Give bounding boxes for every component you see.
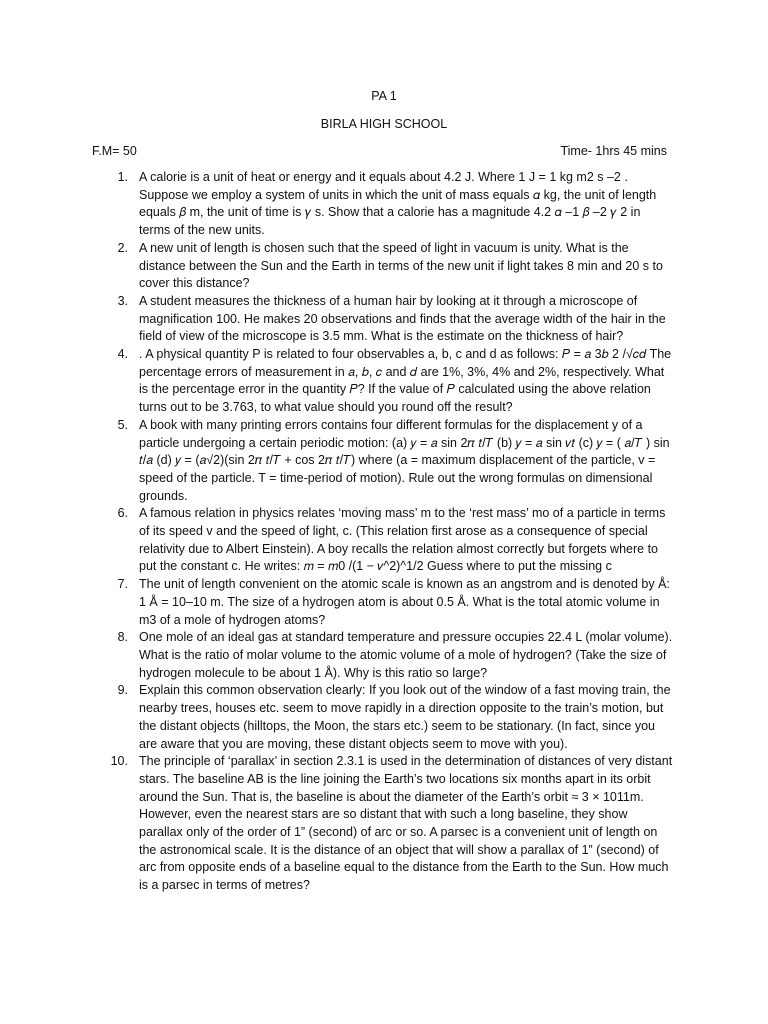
question-number: 4. bbox=[117, 347, 128, 362]
question-text: A student measures the thickness of a human hair by looking at it through a microscope of magnification 100. He makes 20 observations and finds that the average width of the hair in the field of view of the microscope is 3.5 mm. What is the estimate on the thickness of hair? bbox=[139, 293, 666, 344]
question-text: A calorie is a unit of heat or energy and it equals about 4.2 J. Where 1 J = 1 kg m2 s –2 . Suppose we employ a system of units in which the unit of mass equals 𝛼 kg, the unit of length equals 𝛽 m, the unit of time is 𝛾 s. Show that a calorie has a magnitude 4.2 𝛼 –1 𝛽 –2 𝛾 2 in terms of the new units. bbox=[139, 170, 657, 238]
question-text: A new unit of length is chosen such that the speed of light in vacuum is unity. What is the distance between the Sun and the Earth in terms of the new unit if light takes 8 min and 20 s to cover this distance? bbox=[139, 240, 663, 291]
question-text: The principle of ‘parallax’ in section 2.3.1 is used in the determination of distances of very distant stars. The baseline AB is the line joining the Earth’s two locations six months apart in its orbit around the Sun. That is, the baseline is about the diameter of the Earth’s orbit ≈ 3 × 1011m. However, even the nearest stars are so distant that with such a long baseline, they show parallax only of the order of 1” (second) of arc or so. A parsec is a convenient unit of length on the astronomical scale. It is the distance of an object that will show a parallax of 1” (second) of arc from opposite ends of a baseline equal to the distance from the Earth to the Sun. How much is a parsec in terms of metres? bbox=[139, 754, 673, 893]
question-number: 8. bbox=[117, 630, 128, 645]
question-item bbox=[0, 240, 768, 293]
page-title: PA 1 bbox=[371, 89, 397, 103]
question-number: 1. bbox=[117, 170, 128, 184]
question-text: One mole of an ideal gas at standard temperature and pressure occupies 22.4 L (molar volume). What is the ratio of molar volume to the atomic volume of a mole of hydrogen? (Take the size of hydrogen molecule to be about 1 Å). Why is this ratio so large? bbox=[139, 630, 673, 680]
exam-time: Time- 1hrs 45 mins bbox=[560, 144, 667, 158]
question-number: 10. bbox=[110, 754, 128, 769]
question-text: The unit of length convenient on the atomic scale is known as an angstrom and is denoted by Å: 1 Å = 10–10 m. The size of a hydrogen atom is about 0.5 Å. What is the total atomic volume in m3 of a mole of hydrogen atoms? bbox=[139, 577, 670, 627]
question-text: . A physical quantity P is related to four observables a, b, c and d as follows: 𝑃 = 𝑎 3𝑏 2 /√𝑐𝑑 The percentage errors of measurement in 𝑎, 𝑏, 𝑐 and 𝑑 are 1%, 3%, 4% and 2%, respectively. What is the percentage error in the quantity 𝑃? If the value of 𝑃 calculated using the above relation turns out to be 3.763, to what value should you round off the result? bbox=[139, 347, 672, 415]
question-item bbox=[0, 417, 768, 506]
question-item bbox=[0, 682, 768, 753]
question-number: 5. bbox=[117, 417, 128, 432]
question-number: 7. bbox=[117, 577, 128, 592]
question-item bbox=[0, 293, 768, 346]
question-item bbox=[0, 169, 768, 240]
question-number: 3. bbox=[117, 293, 128, 308]
question-number: 6. bbox=[117, 506, 128, 521]
question-text: A famous relation in physics relates ‘moving mass’ m to the ‘rest mass’ mo of a particle in terms of its speed v and the speed of light, c. (This relation first arose as a consequence of special relativity due to Albert Einstein). A boy recalls the relation almost correctly but forgets where to put the constant c. He writes: 𝑚 = 𝑚0 /(1 − 𝑣^2)^1/2 Guess where to put the missing c bbox=[139, 506, 666, 574]
question-item bbox=[0, 505, 768, 576]
question-text: A book with many printing errors contains four different formulas for the displacement y of a particle undergoing a certain periodic motion: (a) 𝑦 = 𝑎 sin 2𝜋 𝑡/𝑇 (b) 𝑦 = 𝑎 sin 𝑣𝑡 (c) 𝑦 = ( 𝑎/𝑇 ) sin 𝑡/𝑎 (d) 𝑦 = (𝑎√2)(sin 2𝜋 𝑡/𝑇 + cos 2𝜋 𝑡/𝑇) where (a = maximum displacement of the particle, v = speed of the particle. T = time-period of motion). Rule out the wrong formulas on dimensional grounds. bbox=[139, 417, 670, 503]
question-item bbox=[0, 753, 768, 895]
full-marks: F.M= 50 bbox=[92, 144, 137, 158]
question-text: Explain this common observation clearly: If you look out of the window of a fast moving train, the nearby trees, houses etc. seem to move rapidly in a direction opposite to the train’s motion, but the distant objects (hilltops, the Moon, the stars etc.) seem to be stationary. (In fact, since you are aware that you are moving, these distant objects seem to move with you). bbox=[139, 683, 671, 751]
question-number: 2. bbox=[117, 240, 128, 255]
school-name: BIRLA HIGH SCHOOL bbox=[320, 117, 448, 131]
question-item bbox=[0, 576, 768, 629]
question-item bbox=[0, 629, 768, 682]
question-number: 9. bbox=[117, 683, 128, 698]
question-list bbox=[0, 169, 768, 895]
question-item bbox=[0, 346, 768, 417]
